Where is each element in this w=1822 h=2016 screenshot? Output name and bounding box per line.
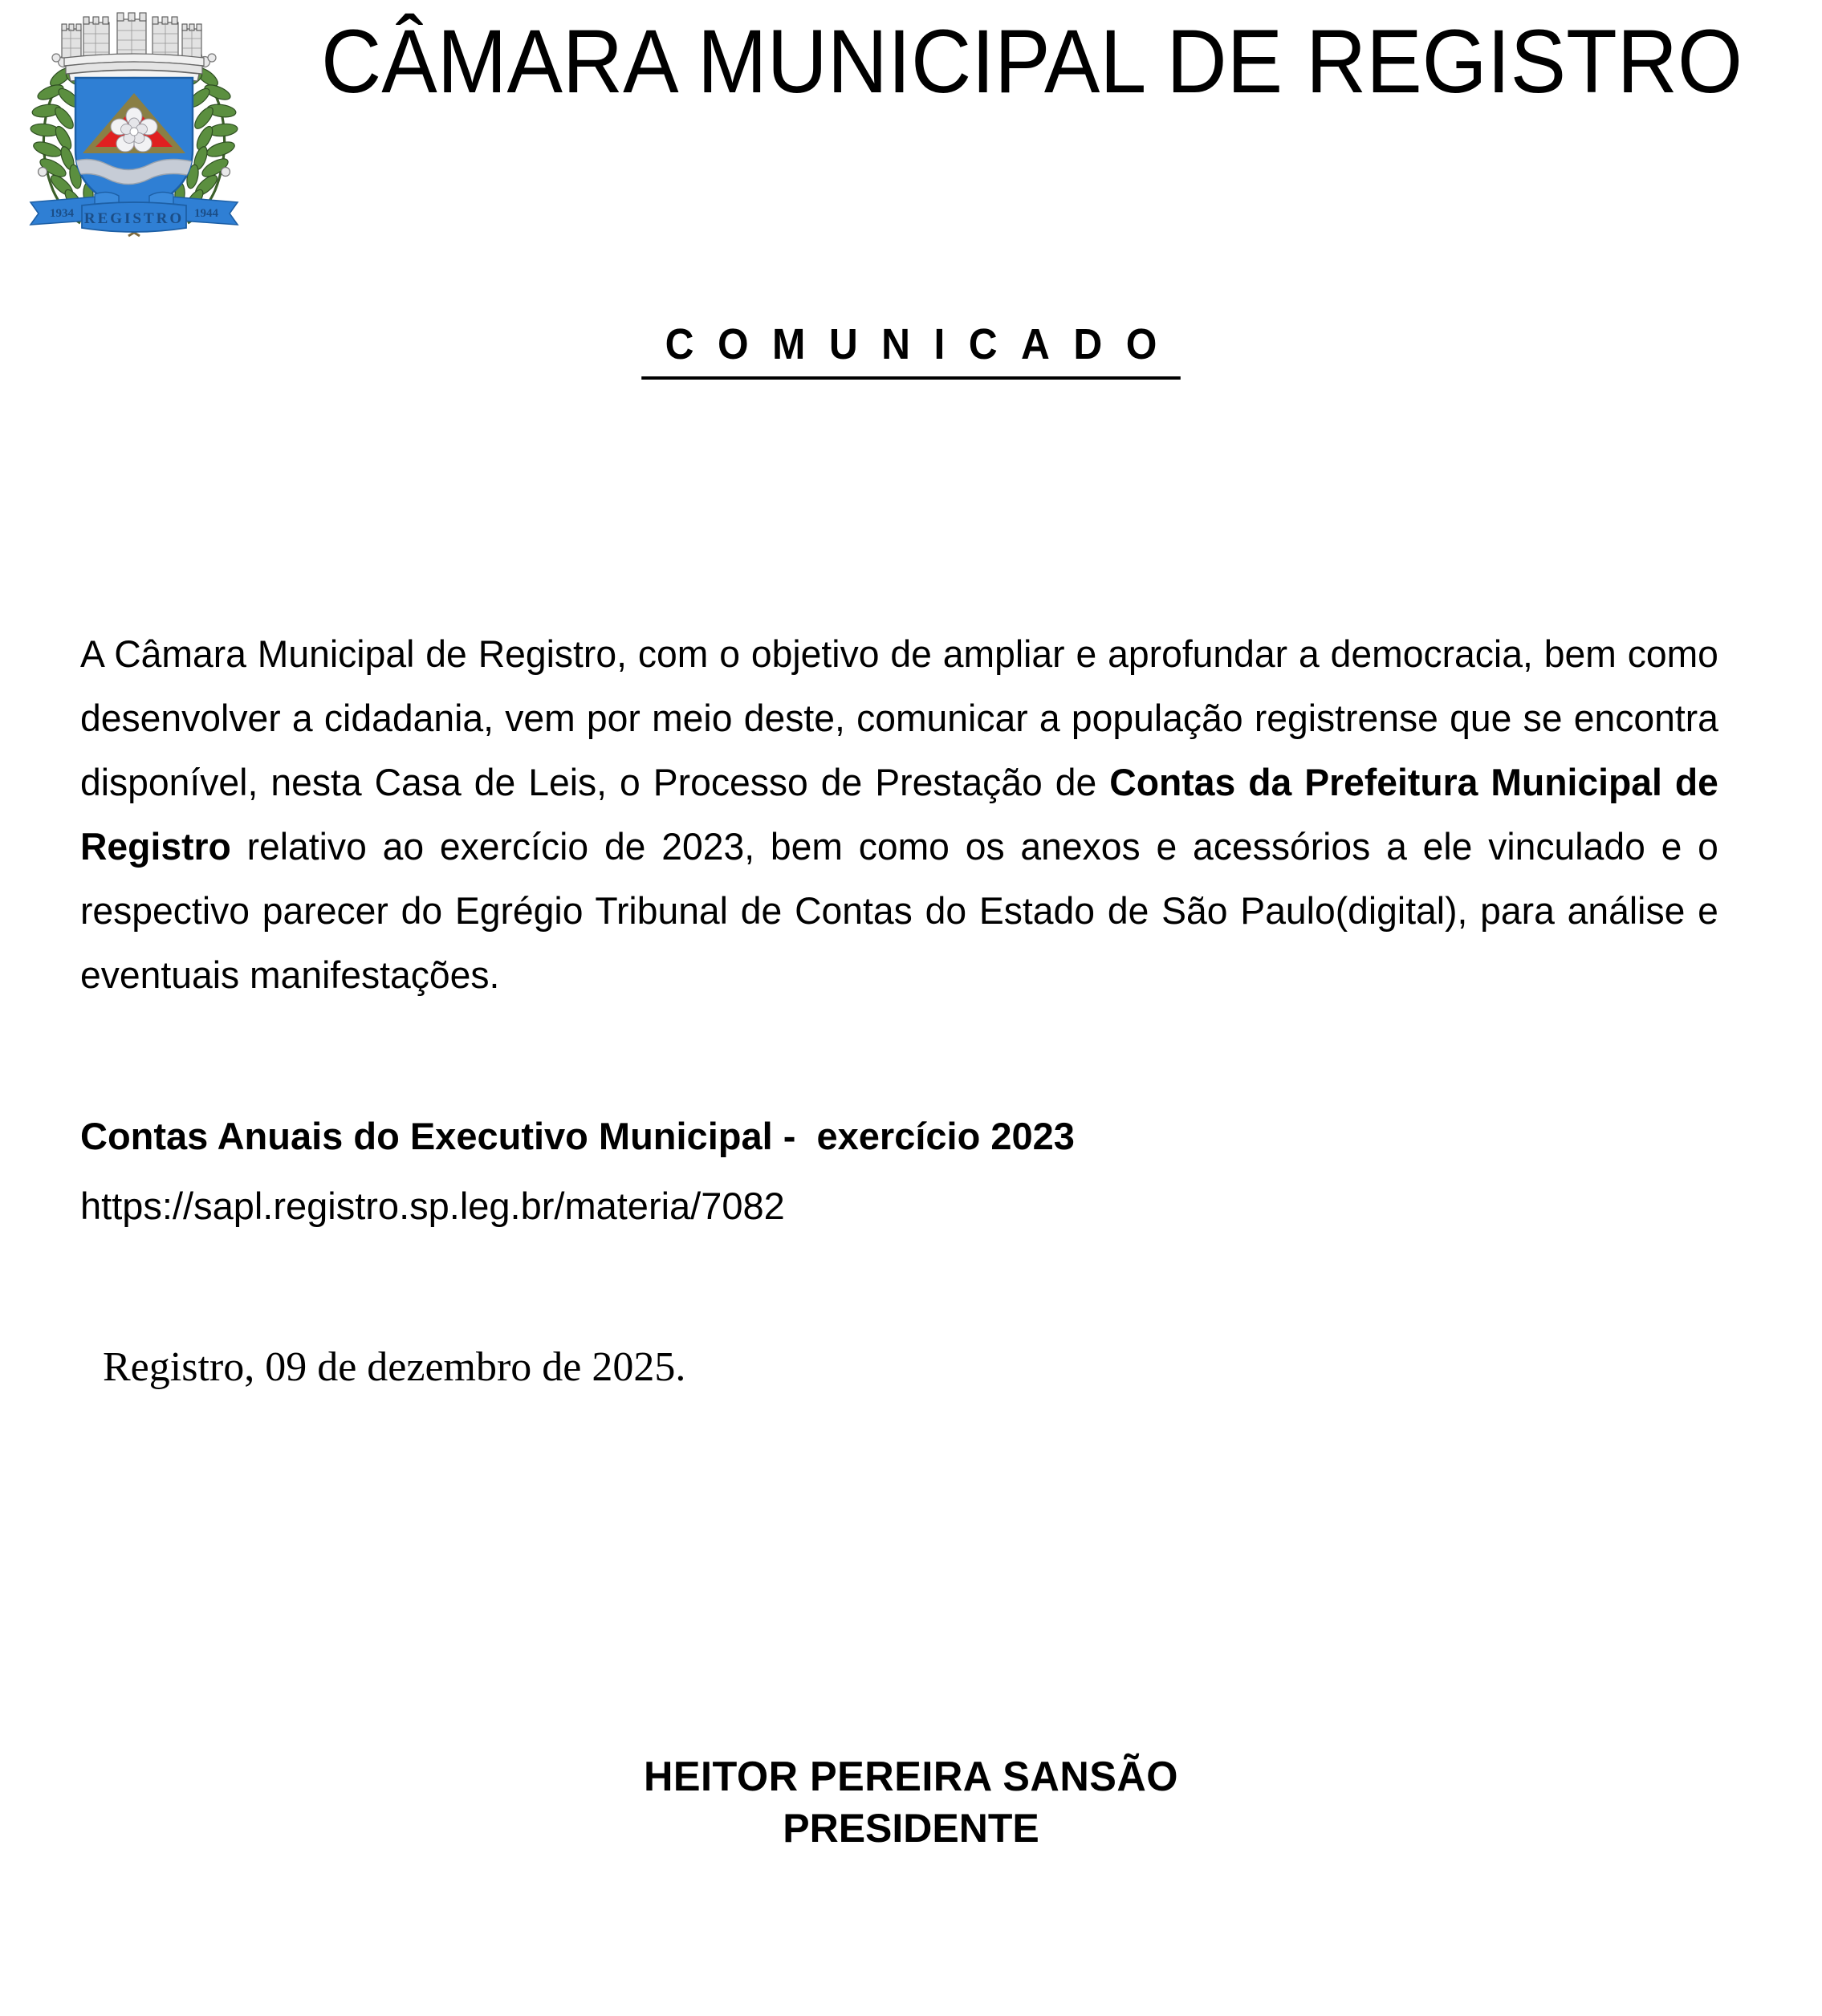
- date-line: Registro, 09 de dezembro de 2025.: [103, 1344, 686, 1390]
- header-title: CÂMARA MUNICIPAL DE REGISTRO: [321, 11, 1743, 112]
- sapl-url-link[interactable]: https://sapl.registro.sp.leg.br/materia/7082: [80, 1185, 785, 1227]
- ribbon-city-name: REGISTRO: [83, 210, 185, 227]
- paragraph-part-2-bold: Contas da Prefeitura Municipal de Registro: [80, 761, 1718, 868]
- document-header: [0, 0, 1822, 249]
- accounts-heading: Contas Anuais do Executivo Municipal - exercício 2023: [80, 1115, 1075, 1157]
- paragraph-part-3: relativo ao exercício de 2023, bem como os anexos e acessórios a ele vinculado e o respectivo parecer do Egrégio Tribunal de Contas do Estado de São Paulo(digital), para análise e eventuais manifestações.: [80, 825, 1718, 996]
- signature-name: HEITOR PEREIRA SANSÃO: [643, 1754, 1178, 1800]
- page-title: COMUNICADO: [641, 319, 1181, 380]
- signature-block: [0, 1751, 1822, 1854]
- coat-of-arms-icon: [18, 2, 250, 242]
- signature-role: PRESIDENTE: [783, 1806, 1039, 1851]
- mural-crown-icon: [62, 13, 204, 81]
- ribbon-year-left: 1934: [50, 207, 74, 220]
- ribbon-year-right: 1944: [194, 207, 218, 220]
- page-title-container: [0, 319, 1822, 380]
- paragraph-main: [80, 622, 1718, 1007]
- paragraph-part-1: A Câmara Municipal de Registro, com o objetivo de ampliar e aprofundar a democracia, bem como desenvolver a cidadania, vem por meio deste, comunicar a população registrense que se encontra disponível, nesta Casa de Leis, o Processo de Prestação de: [80, 632, 1718, 803]
- body-container: [80, 622, 1743, 1007]
